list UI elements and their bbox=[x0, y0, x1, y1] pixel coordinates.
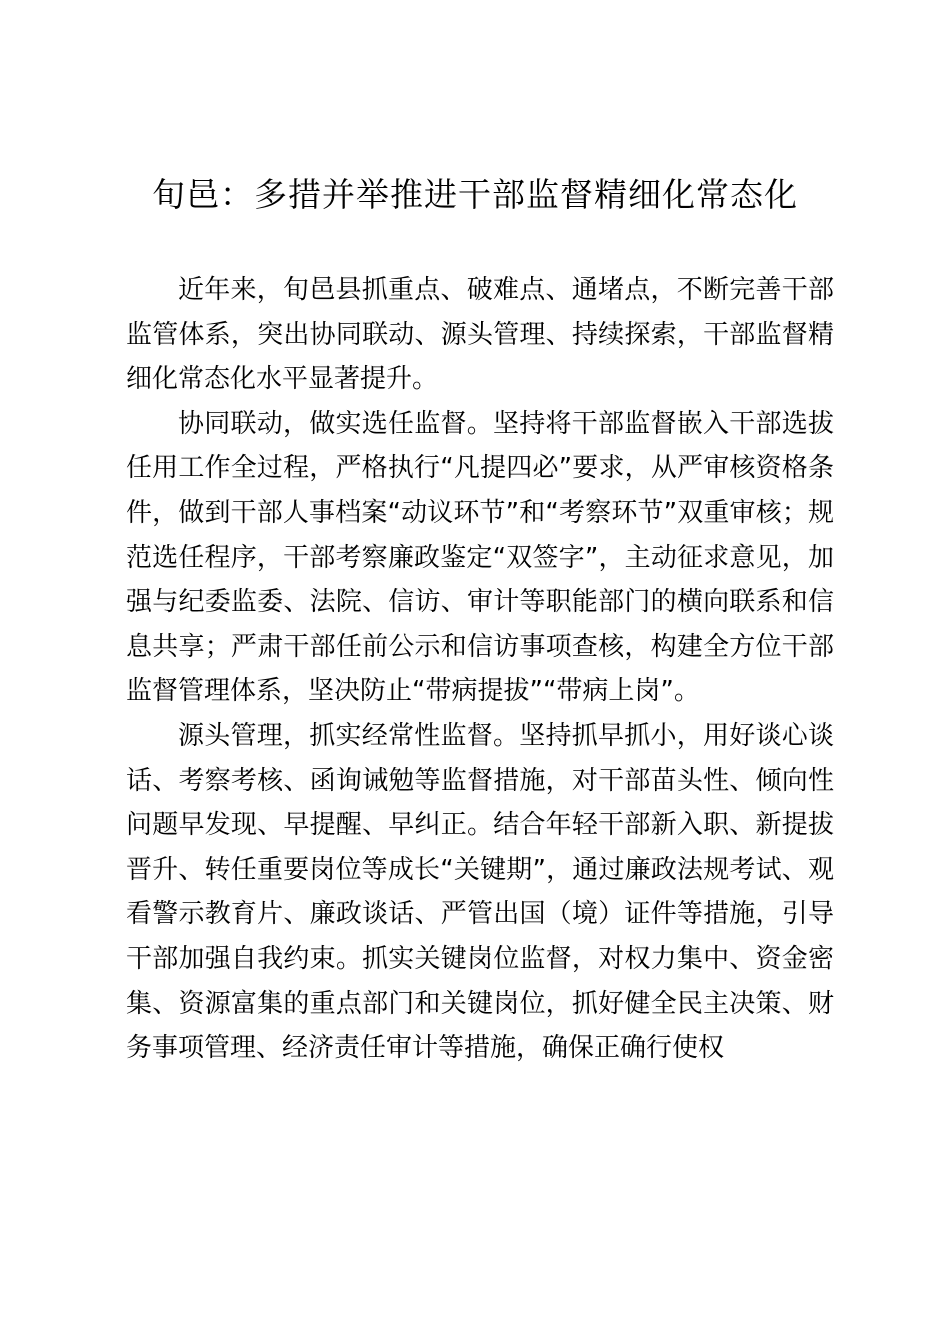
paragraph-selection-supervision: 协同联动，做实选任监督。坚持将干部监督嵌入干部选拔任用工作全过程，严格执行“凡提四必”要求，从严审核资格条件，做到干部人事档案“动议环节”和“考察环节”双重审核；规范选任程序，干部考察廉政鉴定“双签字”，主动征求意见，加强与纪委监委、法院、信访、审计等职能部门的横向联系和信息共享；严肃干部任前公示和信访事项查核，构建全方位干部监督管理体系，坚决防止“带病提拔”“带病上岗”。 bbox=[126, 408, 834, 707]
paragraph-source-management: 源头管理，抓实经常性监督。坚持抓早抓小，用好谈心谈话、考察考核、函询诫勉等监督措施，对干部苗头性、倾向性问题早发现、早提醒、早纠正。结合年轻干部新入职、新提拔晋升、转任重要岗位等成长“关键期”，通过廉政法规考试、观看警示教育片、廉政谈话、严管出国（境）证件等措施，引导干部加强自我约束。抓实关键岗位监督，对权力集中、资金密集、资源富集的重点部门和关键岗位，抓好健全民主决策、财务事项管理、经济责任审计等措施，确保正确行使权 bbox=[126, 720, 834, 1064]
document-title: 旬邑：多措并举推进干部监督精细化常态化 bbox=[152, 175, 798, 214]
document-body bbox=[126, 268, 834, 1071]
paragraph-intro: 近年来，旬邑县抓重点、破难点、通堵点，不断完善干部监管体系，突出协同联动、源头管理、持续探索，干部监督精细化常态化水平显著提升。 bbox=[126, 275, 834, 395]
